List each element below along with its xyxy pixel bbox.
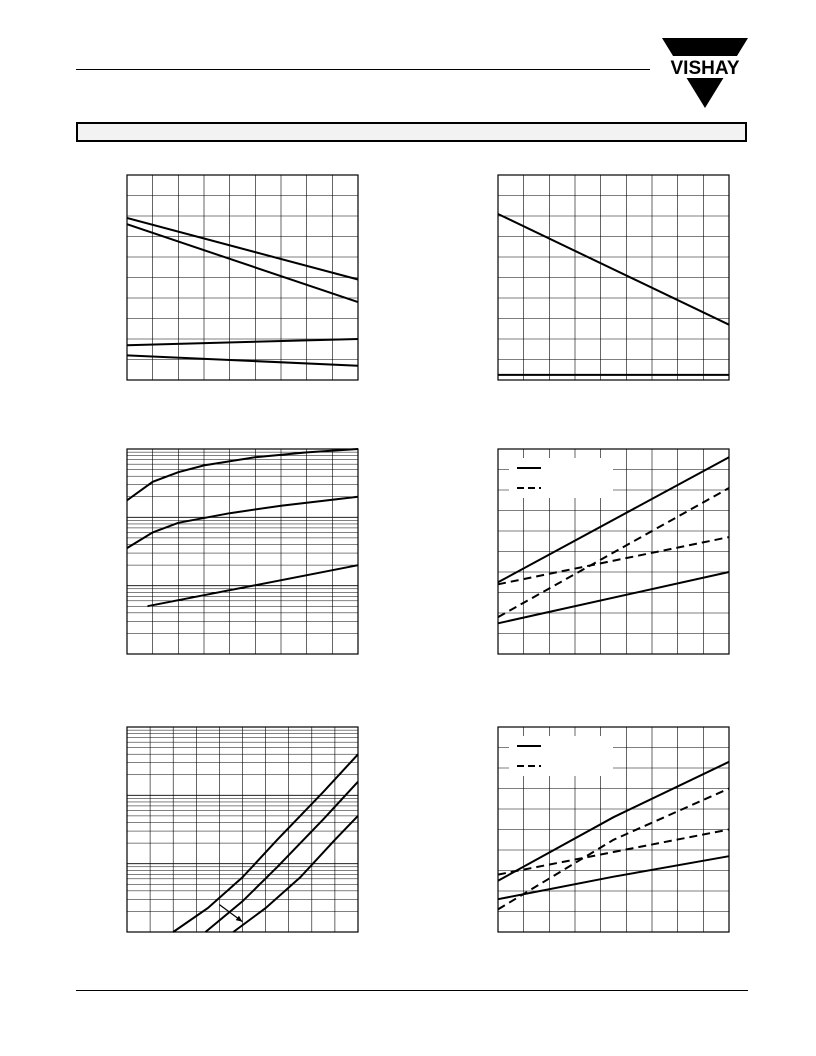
- series-line-3: [127, 339, 358, 345]
- vishay-logo: [662, 38, 748, 108]
- chart-1: [126, 174, 359, 381]
- section-title-bar: [76, 122, 747, 142]
- chart-4: [497, 448, 730, 655]
- series-line-1: [127, 218, 358, 280]
- series-line-2: [127, 497, 358, 548]
- series-line-2: [498, 537, 729, 584]
- chart-5: [126, 726, 359, 933]
- series-line-1: [498, 214, 729, 325]
- series-line-2: [498, 830, 729, 875]
- chart-6: [497, 726, 730, 933]
- plot-frame: [127, 449, 358, 654]
- legend-box: [509, 736, 613, 776]
- logo-text: VISHAY: [670, 58, 740, 79]
- series-line-4: [127, 355, 358, 365]
- legend: [509, 458, 613, 498]
- footer-rule: [76, 990, 748, 991]
- header-rule: [76, 69, 650, 70]
- legend-box: [509, 458, 613, 498]
- series-line-1: [127, 449, 358, 500]
- legend: [509, 736, 613, 776]
- series-line-3: [233, 816, 358, 932]
- series-line-2: [127, 224, 358, 302]
- chart-3: [126, 448, 359, 655]
- chart-2: [497, 174, 730, 381]
- annotation-arrowhead: [236, 916, 243, 922]
